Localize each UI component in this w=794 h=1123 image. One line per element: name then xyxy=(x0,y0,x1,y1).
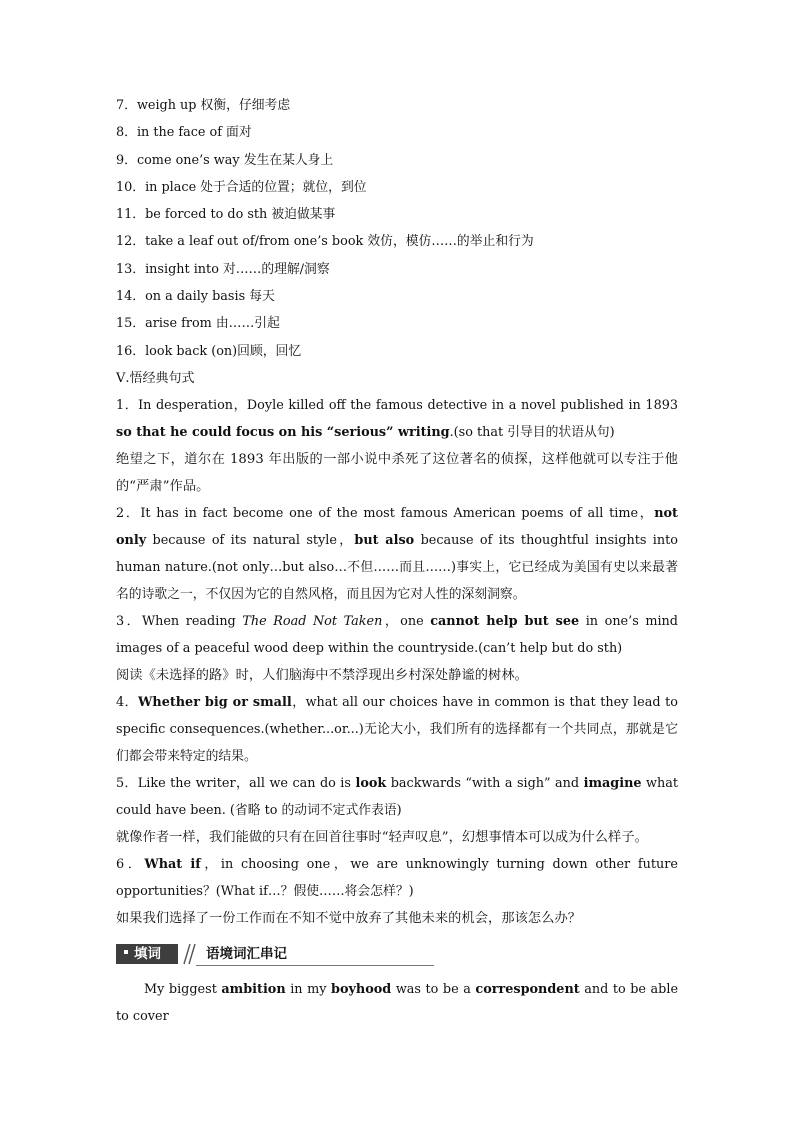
sentence-text: because of its natural style， xyxy=(146,532,355,548)
key-structure: but also xyxy=(354,532,415,548)
sentence-text-and-translation: because of its thoughtful insights into human nature.(not only…but also…不但……而且……)事实上，它已经成为美国有史以来最著名的诗歌之一，不仅因为它的自然风格，而且因为它对人性的深刻洞察。 xyxy=(116,532,678,602)
poem-title: The Road Not Taken xyxy=(242,613,383,629)
sentence-number: 6． xyxy=(116,856,145,872)
sentence-number: 4． xyxy=(116,694,139,710)
paragraph-text: in my xyxy=(285,981,332,997)
sentence-text: ，in choosing one，we are unknowingly turning down other future opportunities？(What if…？假使……将会怎样？) xyxy=(116,856,678,899)
sentence-2 xyxy=(116,500,678,608)
banner-title: 语境词汇串记 xyxy=(206,945,287,962)
sentence-number: 3． xyxy=(116,613,142,629)
sentence-number: 5． xyxy=(116,775,138,791)
sentence-1 xyxy=(116,392,678,446)
key-structure: Whether big or small xyxy=(138,694,292,710)
phrase-item: 15．arise from 由……引起 xyxy=(116,316,280,332)
closing-paragraph xyxy=(116,976,678,1030)
vocab-word: boyhood xyxy=(331,981,392,997)
sentence-text: When reading xyxy=(141,613,243,629)
key-structure: not only xyxy=(116,505,678,548)
sentence-1-translation: 绝望之下，道尔在 1893 年出版的一部小说中杀死了这位著名的侦探，这样他就可以专注于他的“严肃”作品。 xyxy=(116,451,678,494)
sentence-text: ，one xyxy=(382,613,431,629)
sentence-number: 1． xyxy=(116,397,139,413)
key-structure: cannot help but see xyxy=(430,613,580,629)
sentence-5 xyxy=(116,770,678,824)
phrase-item: 13．insight into 对……的理解/洞察 xyxy=(116,261,330,277)
sentence-6 xyxy=(116,851,678,905)
sentence-text: what could have been. (省略 to 的动词不定式作表语) xyxy=(116,775,678,818)
sentence-text: In desperation，Doyle killed off the famous detective in a novel published in 1893 xyxy=(138,397,678,413)
sentence-text: Like the writer，all we can do is xyxy=(137,775,356,791)
sentence-4 xyxy=(116,689,678,770)
section-banner xyxy=(116,940,678,968)
grammar-note: .(so that 引导目的状语从句) xyxy=(449,424,615,440)
phrase-item: 7．weigh up 权衡，仔细考虑 xyxy=(116,98,291,113)
phrase-item: 10．in place 处于合适的位置；就位，到位 xyxy=(116,179,367,195)
sentence-text-and-translation: ，what all our choices have in common is that they lead to specific consequences.(whether...or...)无论大小，我们所有的选择都有一个共同点，那就是它们都会带来特定的结果。 xyxy=(116,694,678,764)
paragraph-text: My biggest xyxy=(144,981,222,997)
vocab-word: ambition xyxy=(221,981,286,997)
sentence-text: It has in fact become one of the most famous American poems of all time， xyxy=(140,505,655,521)
paragraph-text: and to be able to cover xyxy=(116,981,679,1024)
key-structure: so that he could focus on his “serious” writing xyxy=(116,424,450,440)
sentence-3 xyxy=(116,608,678,662)
document-page xyxy=(116,92,678,1030)
sentence-5-translation: 就像作者一样，我们能做的只有在回首往事时“轻声叹息”，幻想事情本可以成为什么样子。 xyxy=(116,829,648,845)
vocab-word: correspondent xyxy=(475,981,580,997)
sentence-text: in one’s mind images of a peaceful wood deep within the countryside.(can’t help but do sth) xyxy=(116,613,678,656)
phrase-item: 16．look back (on)回顾，回忆 xyxy=(116,343,302,359)
phrase-item: 8．in the face of 面对 xyxy=(116,125,252,141)
key-structure: imagine xyxy=(583,775,642,791)
banner-tag xyxy=(116,944,178,964)
key-structure: look xyxy=(355,775,387,791)
paragraph-text: was to be a xyxy=(391,981,476,997)
phrase-item: 12．take a leaf out of/from one’s book 效仿，模仿……的举止和行为 xyxy=(116,234,534,250)
phrase-item: 14．on a daily basis 每天 xyxy=(116,289,275,305)
sentence-number: 2． xyxy=(116,505,141,521)
double-slash-icon xyxy=(176,942,198,966)
sentence-6-translation: 如果我们选择了一份工作而在不知不觉中放弃了其他未来的机会，那该怎么办？ xyxy=(116,910,582,926)
sentence-3-translation: 阅读《未选择的路》时，人们脑海中不禁浮现出乡村深处静谧的树林。 xyxy=(116,667,528,683)
key-structure: What if xyxy=(144,856,201,872)
sentence-text: backwards “with a sigh” and xyxy=(386,775,584,791)
banner-underline xyxy=(196,965,434,966)
section-heading: Ⅴ.悟经典句式 xyxy=(116,370,195,386)
phrase-item: 11．be forced to do sth 被迫做某事 xyxy=(116,207,336,223)
banner-tag-label: 填词 xyxy=(134,945,161,962)
phrase-item: 9．come one’s way 发生在某人身上 xyxy=(116,152,334,168)
square-bullet-icon xyxy=(124,950,128,954)
